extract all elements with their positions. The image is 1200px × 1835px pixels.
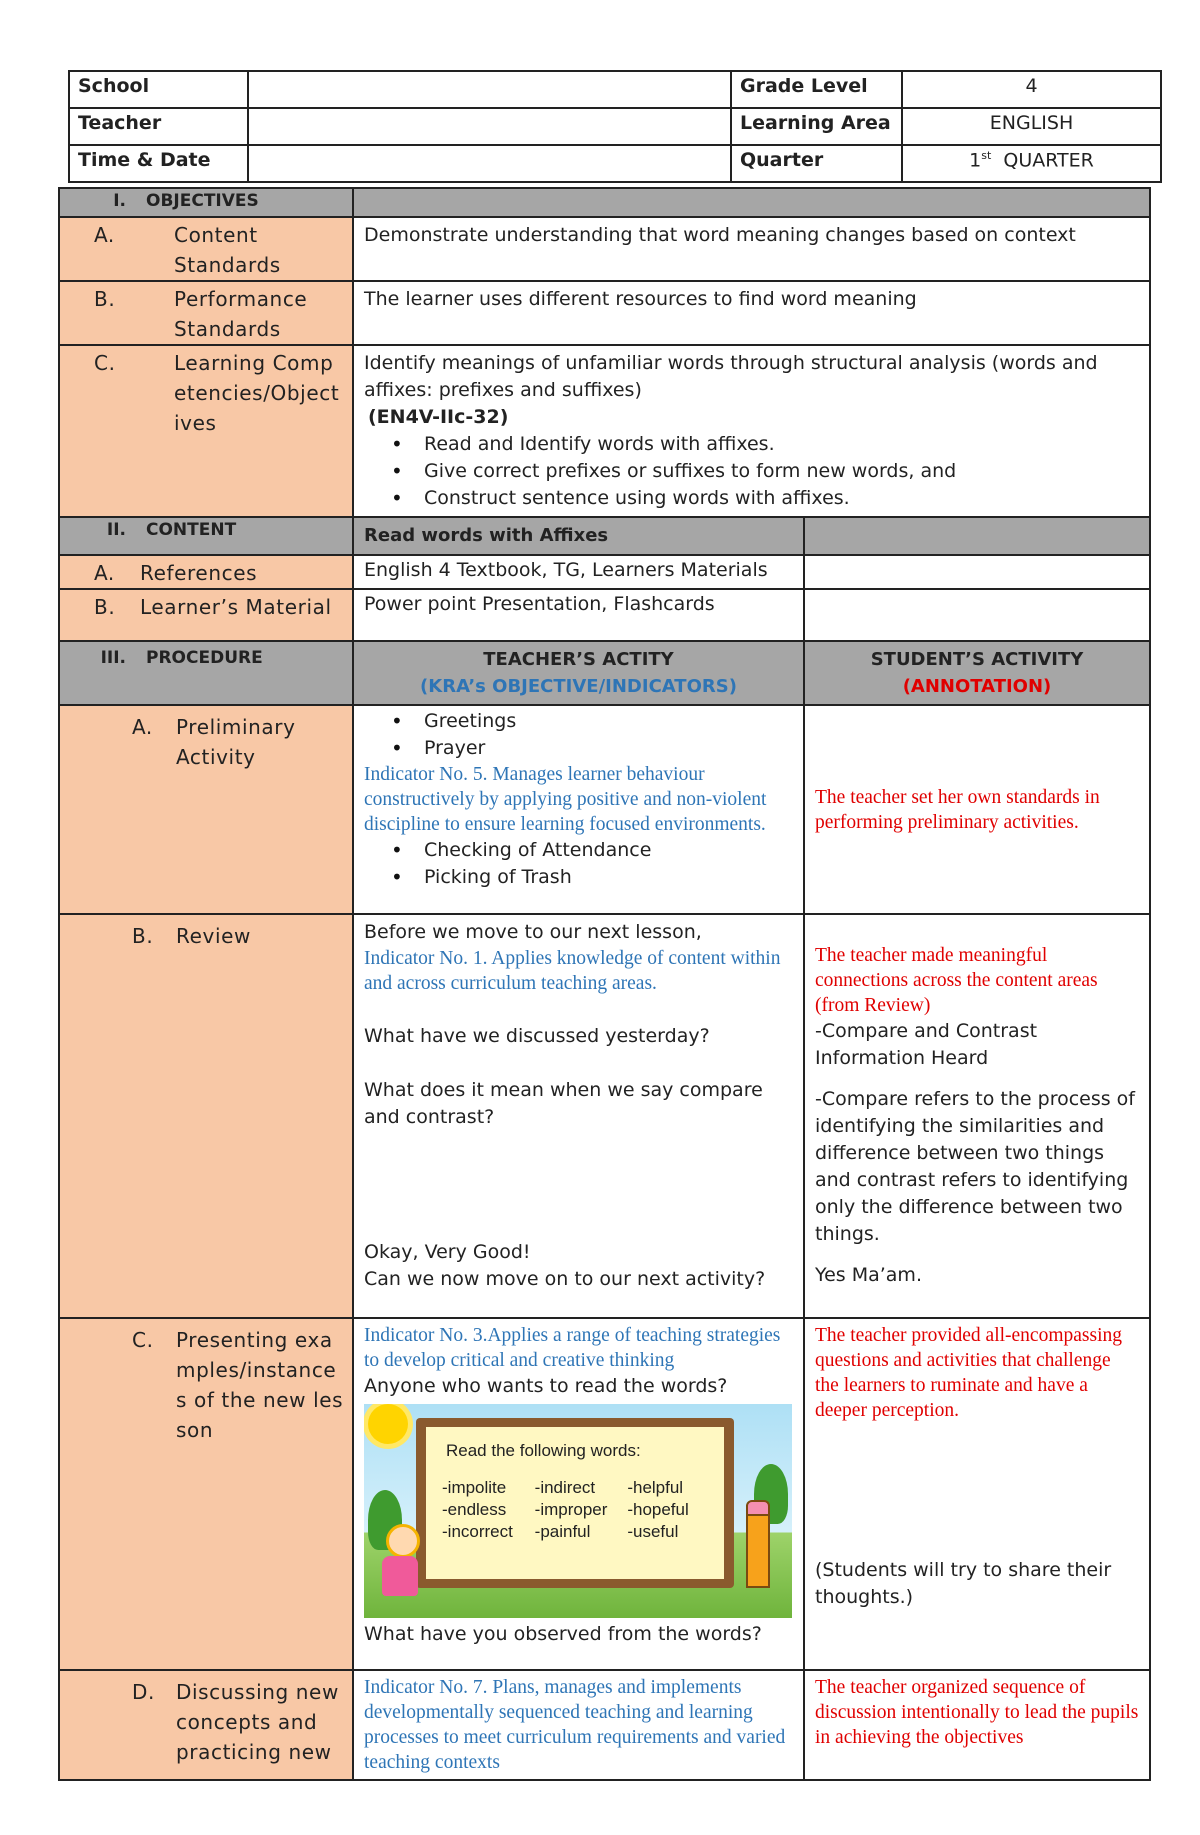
learning-competencies-label: C. Learning Competencies/Objectives bbox=[59, 345, 353, 517]
review-intro: Before we move to our next lesson, bbox=[364, 921, 702, 943]
content-standards-text: Demonstrate understanding that word meaning changes based on context bbox=[353, 217, 1150, 281]
image-word: -improper bbox=[534, 1500, 608, 1519]
objectives-heading: I. OBJECTIVES bbox=[59, 188, 353, 217]
list-item: • Picking of Trash bbox=[424, 864, 793, 891]
image-word: -painful bbox=[534, 1522, 591, 1541]
student-column-header bbox=[804, 641, 1150, 705]
review-question-2: What does it mean when we say compare and contrast? bbox=[364, 1079, 763, 1128]
references-empty bbox=[804, 555, 1150, 589]
girl-illustration bbox=[382, 1524, 418, 1614]
list-item: • Prayer bbox=[424, 735, 793, 762]
teacher-column-subtitle: (KRA’s OBJECTIVE/INDICATORS) bbox=[420, 676, 737, 697]
discussing-teacher-cell bbox=[353, 1670, 804, 1780]
learning-area-label: Learning Area bbox=[731, 108, 902, 145]
performance-standards-label: B. Performance Standards bbox=[59, 281, 353, 345]
quarter-suffix: st bbox=[981, 149, 992, 162]
header-table bbox=[68, 70, 1162, 183]
presenting-prompt: Anyone who wants to read the words? bbox=[364, 1375, 728, 1397]
school-value bbox=[248, 71, 731, 108]
content-topic-fill bbox=[804, 517, 1150, 555]
review-student-cell bbox=[804, 914, 1150, 1318]
discussing-student-cell bbox=[804, 1670, 1150, 1780]
discussing-indicator: Indicator No. 7. Plans, manages and implements developmentally sequenced teaching and learning processes to meet curriculum requirements and varied teaching contexts bbox=[364, 1677, 786, 1773]
learners-material-label: B. Learner’s Material bbox=[59, 589, 353, 641]
image-title: Read the following words: bbox=[446, 1441, 641, 1460]
list-item: • Give correct prefixes or suffixes to form new words, and bbox=[424, 458, 1139, 485]
quarter-value bbox=[902, 145, 1161, 182]
review-answer-1: -Compare and Contrast Information Heard bbox=[815, 1020, 1038, 1069]
presenting-student-response: (Students will try to share their thoughts.) bbox=[815, 1559, 1112, 1608]
learners-material-text: Power point Presentation, Flashcards bbox=[353, 589, 804, 641]
quarter-word: QUARTER bbox=[1003, 149, 1094, 172]
quarter-number: 1 bbox=[969, 149, 982, 172]
content-heading: II. CONTENT bbox=[59, 517, 353, 555]
preliminary-top-list bbox=[364, 708, 793, 762]
review-answer-3: Yes Ma’am. bbox=[815, 1264, 922, 1286]
review-closing-1: Okay, Very Good! bbox=[364, 1241, 531, 1263]
preliminary-annotation: The teacher set her own standards in performing preliminary activities. bbox=[815, 786, 1100, 833]
image-word: -helpful bbox=[627, 1478, 684, 1497]
teacher-label: Teacher bbox=[69, 108, 248, 145]
quarter-label: Quarter bbox=[731, 145, 902, 182]
image-word: -endless bbox=[442, 1500, 507, 1519]
review-answer-2: -Compare refers to the process of identifying the similarities and difference between two things and contrast refers to identifying only the difference between two things. bbox=[815, 1088, 1135, 1245]
discussing-annotation: The teacher organized sequence of discussion intentionally to lead the pupils in achieving the objectives bbox=[815, 1677, 1139, 1748]
image-word: -indirect bbox=[534, 1478, 596, 1497]
learning-competencies-cell bbox=[353, 345, 1150, 517]
learning-area-value: ENGLISH bbox=[902, 108, 1161, 145]
review-teacher-cell bbox=[353, 914, 804, 1318]
references-text: English 4 Textbook, TG, Learners Materials bbox=[353, 555, 804, 589]
learners-material-empty bbox=[804, 589, 1150, 641]
presenting-annotation: The teacher provided all-encompassing questions and activities that challenge the learners to ruminate and have a deeper perception. bbox=[815, 1325, 1123, 1421]
content-topic: Read words with Affixes bbox=[353, 517, 804, 555]
review-indicator: Indicator No. 1. Applies knowledge of content within and across curriculum teaching areas. bbox=[364, 948, 781, 994]
objectives-heading-fill bbox=[353, 188, 1150, 217]
grade-level-label: Grade Level bbox=[731, 71, 902, 108]
presenting-label: C. Presenting examples/instances of the new lesson bbox=[59, 1318, 353, 1670]
teacher-column-title: TEACHER’S ACTITY bbox=[483, 649, 674, 670]
time-date-value bbox=[248, 145, 731, 182]
presenting-teacher-cell bbox=[353, 1318, 804, 1670]
grade-level-value: 4 bbox=[902, 71, 1161, 108]
student-column-subtitle: (ANNOTATION) bbox=[902, 676, 1052, 697]
sun-icon bbox=[368, 1404, 408, 1444]
affix-words-image bbox=[364, 1404, 792, 1618]
preliminary-teacher-cell bbox=[353, 705, 804, 914]
presenting-student-cell bbox=[804, 1318, 1150, 1670]
preliminary-student-cell bbox=[804, 705, 1150, 914]
presenting-indicator: Indicator No. 3.Applies a range of teaching strategies to develop critical and creative thinking bbox=[364, 1325, 781, 1371]
teacher-value bbox=[248, 108, 731, 145]
image-word: -impolite bbox=[442, 1478, 507, 1497]
preliminary-activity-label: A. Preliminary Activity bbox=[59, 705, 353, 914]
references-label: A. References bbox=[59, 555, 353, 589]
list-item: • Checking of Attendance bbox=[424, 837, 793, 864]
pencil-character-illustration bbox=[742, 1500, 770, 1600]
image-word: -hopeful bbox=[627, 1500, 689, 1519]
list-item: • Construct sentence using words with affixes. bbox=[424, 485, 1139, 512]
preliminary-bottom-list bbox=[364, 837, 793, 891]
review-annotation: The teacher made meaningful connections across the content areas (from Review) bbox=[815, 945, 1098, 1016]
review-label: B. Review bbox=[59, 914, 353, 1318]
teacher-column-header bbox=[353, 641, 804, 705]
competency-list bbox=[364, 431, 1139, 512]
image-word: -incorrect bbox=[442, 1522, 513, 1541]
image-word: -useful bbox=[627, 1522, 679, 1541]
school-label: School bbox=[69, 71, 248, 108]
student-column-title: STUDENT’S ACTIVITY bbox=[870, 649, 1084, 670]
content-standards-label: A. Content Standards bbox=[59, 217, 353, 281]
presenting-question: What have you observed from the words? bbox=[364, 1623, 762, 1645]
preliminary-indicator: Indicator No. 5. Manages learner behaviour constructively by applying positive and non-violent discipline to ensure learning focused environments. bbox=[364, 764, 767, 835]
review-closing-2: Can we now move on to our next activity? bbox=[364, 1268, 766, 1290]
procedure-heading: III. PROCEDURE bbox=[59, 641, 353, 705]
discussing-label: D. Discussing new concepts and practicing new bbox=[59, 1670, 353, 1780]
learning-competencies-text: Identify meanings of unfamiliar words through structural analysis (words and affixes: prefixes and suffixes) bbox=[364, 352, 1098, 401]
competency-code: (EN4V-IIc-32) bbox=[368, 406, 509, 428]
chalkboard bbox=[416, 1418, 734, 1588]
performance-standards-text: The learner uses different resources to find word meaning bbox=[353, 281, 1150, 345]
lesson-plan-table bbox=[58, 187, 1151, 1781]
image-word-grid bbox=[442, 1477, 720, 1543]
list-item: • Greetings bbox=[424, 708, 793, 735]
list-item: • Read and Identify words with affixes. bbox=[424, 431, 1139, 458]
time-date-label: Time & Date bbox=[69, 145, 248, 182]
review-question-1: What have we discussed yesterday? bbox=[364, 1025, 710, 1047]
